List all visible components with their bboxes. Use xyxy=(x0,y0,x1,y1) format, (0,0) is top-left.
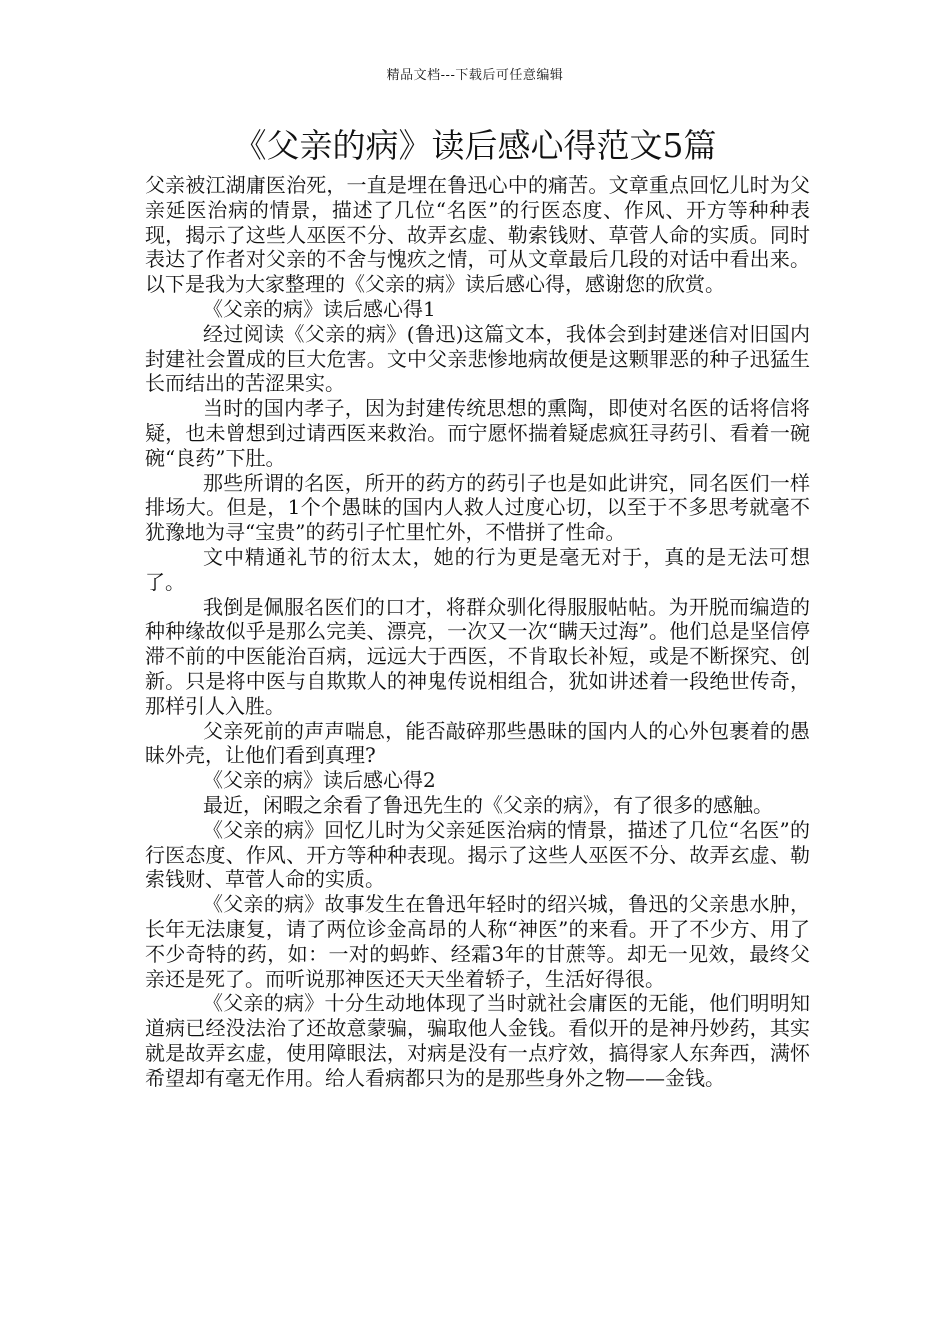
body-paragraph: 《父亲的病》回忆儿时为父亲延医治病的情景，描述了几位“名医”的行医态度、作风、开方等种种表现。揭示了这些人巫医不分、故弄玄虚、勒索钱财、草菅人命的实质。 xyxy=(145,817,810,892)
body-paragraph: 《父亲的病》故事发生在鲁迅年轻时的绍兴城，鲁迅的父亲患水肿，长年无法康复，请了两位诊金高昂的人称“神医”的来看。开了不少方、用了不少奇特的药，如：一对的蚂蚱、经霜3年的甘蔗等。却无一见效，最终父亲还是死了。而听说那神医还天天坐着轿子，生活好得很。 xyxy=(145,892,810,991)
body-paragraph: 当时的国内孝子，因为封建传统思想的熏陶，即使对名医的话将信将疑，也未曾想到过请西医来救治。而宁愿怀揣着疑虑疯狂寻药引、看着一碗碗“良药”下肚。 xyxy=(145,396,810,470)
intro-paragraph: 父亲被江湖庸医治死，一直是埋在鲁迅心中的痛苦。文章重点回忆儿时为父亲延医治病的情景，描述了几位“名医”的行医态度、作风、开方等种种表现，揭示了这些人巫医不分、故弄玄虚、勒索钱财、草菅人命的实质。同时表达了作者对父亲的不舍与愧疚之情，可从文章最后几段的对话中看出来。以下是我为大家整理的《父亲的病》读后感心得，感谢您的欣赏。 xyxy=(145,173,810,297)
body-paragraph: 《父亲的病》十分生动地体现了当时就社会庸医的无能，他们明明知道病已经没法治了还故意蒙骗，骗取他人金钱。看似开的是神丹妙药，其实就是故弄玄虚，使用障眼法，对病是没有一点疗效，搞得家人东奔西，满怀希望却有毫无作用。给人看病都只为的是那些身外之物——金钱。 xyxy=(145,991,810,1090)
body-paragraph: 我倒是佩服名医们的口才，将群众驯化得服服帖帖。为开脱而编造的种种缘故似乎是那么完美、漂亮，一次又一次“瞒天过海”。他们总是坚信停滞不前的中医能治百病，远远大于西医，不肯取长补短，或是不断探究、创新。只是将中医与自欺欺人的神鬼传说相组合，犹如讲述着一段绝世传奇，那样引人入胜。 xyxy=(145,594,810,718)
section-heading-1: 《父亲的病》读后感心得1 xyxy=(203,296,436,321)
section-heading-2: 《父亲的病》读后感心得2 xyxy=(203,768,436,793)
body-paragraph: 父亲死前的声声喘息，能否敲碎那些愚昧的国内人的心外包裹着的愚昧外壳，让他们看到真理? xyxy=(145,718,810,768)
body-paragraph: 文中精通礼节的衍太太，她的行为更是毫无对于，真的是无法可想了。 xyxy=(145,544,810,594)
document-title: 《父亲的病》读后感心得范文5篇 xyxy=(233,126,717,165)
document-header-note: 精品文档---下载后可任意编辑 xyxy=(386,68,564,83)
body-paragraph: 最近，闲暇之余看了鲁迅先生的《父亲的病》，有了很多的感触。 xyxy=(203,792,773,817)
body-paragraph: 经过阅读《父亲的病》(鲁迅)这篇文本，我体会到封建迷信对旧国内封建社会置成的巨大危害。文中父亲悲惨地病故便是这颗罪恶的种子迅猛生长而结出的苦涩果实。 xyxy=(145,321,810,396)
document-body xyxy=(145,173,810,1090)
body-paragraph: 那些所谓的名医，所开的药方的药引子也是如此讲究，同名医们一样排场大。但是，1个个愚昧的国内人救人过度心切，以至于不多思考就毫不犹豫地为寻“宝贵”的药引子忙里忙外，不惜拼了性命。 xyxy=(145,470,810,545)
